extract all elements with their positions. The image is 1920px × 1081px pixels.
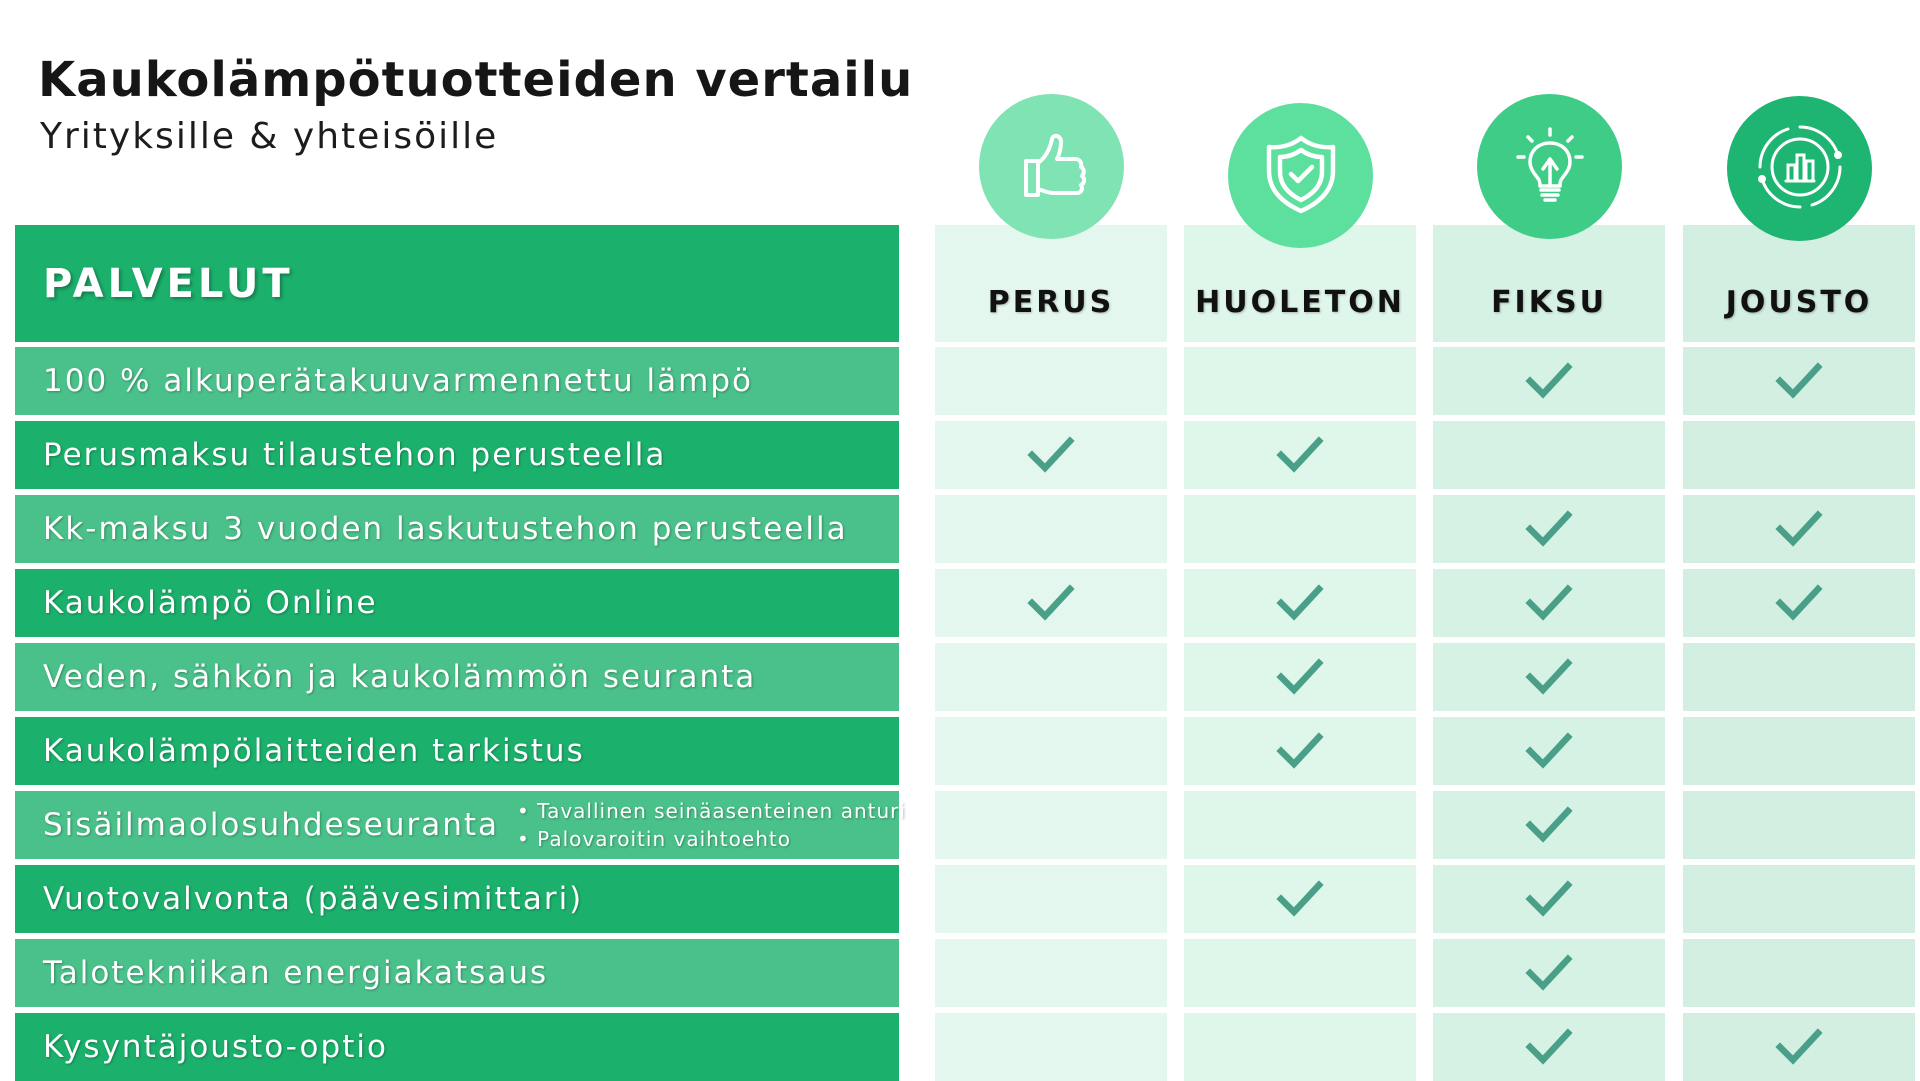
service-row — [15, 791, 906, 859]
checkmark-icon — [1433, 865, 1665, 933]
feature-cell-fiksu — [1433, 717, 1665, 785]
column-header-label: JOUSTO — [1725, 285, 1873, 320]
checkmark-icon — [1683, 495, 1915, 563]
feature-cell-fiksu — [1433, 939, 1665, 1007]
service-note: • Palovaroitin vaihtoehto — [517, 825, 906, 853]
service-row — [15, 643, 899, 711]
services-header — [15, 225, 899, 342]
feature-cell-jousto — [1683, 495, 1915, 563]
checkmark-icon — [1433, 643, 1665, 711]
feature-cell-huoleton — [1184, 569, 1416, 637]
thumbs-up-icon — [1012, 125, 1092, 209]
feature-cell-jousto — [1683, 347, 1915, 415]
feature-cell-perus — [935, 791, 1167, 859]
checkmark-icon — [1184, 643, 1416, 711]
lightbulb-icon — [1510, 125, 1590, 209]
checkmark-icon — [935, 421, 1167, 489]
service-row — [15, 569, 899, 637]
column-header-label: PERUS — [987, 285, 1115, 320]
feature-cell-perus — [935, 1013, 1167, 1081]
service-row — [15, 865, 899, 933]
feature-cell-jousto — [1683, 643, 1915, 711]
feature-cell-perus — [935, 421, 1167, 489]
feature-cell-jousto — [1683, 569, 1915, 637]
service-row — [15, 717, 899, 785]
feature-cell-perus — [935, 643, 1167, 711]
service-row — [15, 421, 899, 489]
column-header-fiksu — [1433, 225, 1665, 342]
feature-cell-huoleton — [1184, 939, 1416, 1007]
feature-cell-fiksu — [1433, 421, 1665, 489]
column-header-label: FIKSU — [1491, 285, 1607, 320]
service-note: • Tavallinen seinäasenteinen anturi — [517, 797, 906, 825]
checkmark-icon — [1433, 717, 1665, 785]
checkmark-icon — [935, 569, 1167, 637]
product-icon-circle-huoleton — [1228, 103, 1373, 248]
feature-cell-fiksu — [1433, 865, 1665, 933]
services-header-label: PALVELUT — [43, 260, 294, 307]
service-label: Kysyntäjousto-optio — [43, 1029, 388, 1065]
feature-cell-perus — [935, 717, 1167, 785]
service-notes — [517, 797, 906, 853]
product-icon-circle-fiksu — [1477, 94, 1622, 239]
feature-cell-jousto — [1683, 865, 1915, 933]
checkmark-icon — [1433, 1013, 1665, 1081]
service-label: Kaukolämpölaitteiden tarkistus — [43, 733, 585, 769]
checkmark-icon — [1433, 569, 1665, 637]
feature-cell-huoleton — [1184, 791, 1416, 859]
product-icon-circle-perus — [979, 94, 1124, 239]
feature-cell-perus — [935, 569, 1167, 637]
checkmark-icon — [1433, 347, 1665, 415]
feature-cell-huoleton — [1184, 865, 1416, 933]
checkmark-icon — [1433, 939, 1665, 1007]
service-label: Perusmaksu tilaustehon perusteella — [43, 437, 667, 473]
page-title: Kaukolämpötuotteiden vertailu — [38, 52, 914, 108]
shield-check-icon — [1259, 132, 1343, 220]
feature-cell-huoleton — [1184, 643, 1416, 711]
feature-cell-huoleton — [1184, 421, 1416, 489]
checkmark-icon — [1184, 717, 1416, 785]
service-label: Kaukolämpö Online — [43, 585, 378, 621]
feature-cell-fiksu — [1433, 347, 1665, 415]
service-label: Talotekniikan energiakatsaus — [43, 955, 549, 991]
feature-cell-perus — [935, 939, 1167, 1007]
checkmark-icon — [1433, 495, 1665, 563]
feature-cell-perus — [935, 865, 1167, 933]
feature-cell-fiksu — [1433, 569, 1665, 637]
service-label: Sisäilmaolosuhdeseuranta — [43, 807, 500, 843]
service-row — [15, 1013, 899, 1081]
feature-cell-fiksu — [1433, 495, 1665, 563]
feature-cell-huoleton — [1184, 717, 1416, 785]
checkmark-icon — [1433, 791, 1665, 859]
feature-cell-fiksu — [1433, 643, 1665, 711]
column-header-jousto — [1683, 225, 1915, 342]
column-header-perus — [935, 225, 1167, 342]
feature-cell-fiksu — [1433, 791, 1665, 859]
feature-cell-perus — [935, 347, 1167, 415]
feature-cell-huoleton — [1184, 1013, 1416, 1081]
page-subtitle: Yrityksille & yhteisöille — [40, 116, 499, 157]
product-icon-circle-jousto — [1727, 96, 1872, 241]
feature-cell-jousto — [1683, 421, 1915, 489]
service-row — [15, 347, 899, 415]
checkmark-icon — [1683, 1013, 1915, 1081]
feature-cell-fiksu — [1433, 1013, 1665, 1081]
service-row — [15, 939, 899, 1007]
checkmark-icon — [1184, 569, 1416, 637]
feature-cell-huoleton — [1184, 347, 1416, 415]
service-label: Kk-maksu 3 vuoden laskutustehon perusteella — [43, 511, 848, 547]
feature-cell-jousto — [1683, 1013, 1915, 1081]
feature-cell-jousto — [1683, 939, 1915, 1007]
feature-cell-huoleton — [1184, 495, 1416, 563]
checkmark-icon — [1184, 421, 1416, 489]
column-header-label: HUOLETON — [1195, 285, 1405, 320]
service-label: Vuotovalvonta (päävesimittari) — [43, 881, 584, 917]
checkmark-icon — [1683, 347, 1915, 415]
checkmark-icon — [1184, 865, 1416, 933]
bar-chart-cycle-icon — [1748, 115, 1852, 223]
feature-cell-jousto — [1683, 717, 1915, 785]
service-label: 100 % alkuperätakuuvarmennettu lämpö — [43, 363, 753, 399]
checkmark-icon — [1683, 569, 1915, 637]
feature-cell-perus — [935, 495, 1167, 563]
feature-cell-jousto — [1683, 791, 1915, 859]
service-label: Veden, sähkön ja kaukolämmön seuranta — [43, 659, 757, 695]
service-row — [15, 495, 899, 563]
